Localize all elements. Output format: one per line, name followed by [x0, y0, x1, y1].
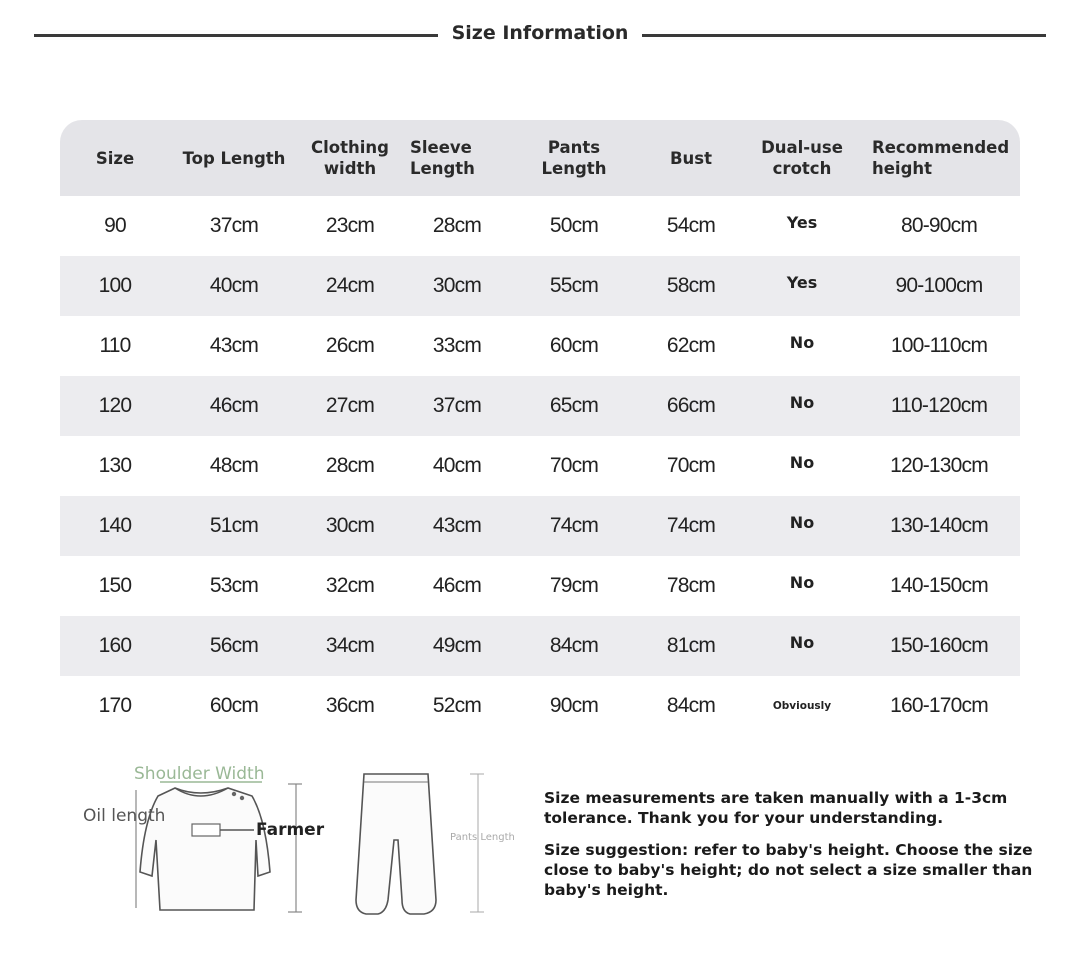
cell-dual-use-crotch: No [789, 452, 815, 472]
cell-pants-length: 79cm [549, 574, 599, 597]
shoulder-width-label: Shoulder Width [134, 764, 265, 784]
cell-bust: 70cm [666, 454, 716, 477]
table-row [60, 556, 1020, 616]
header-sleeve-length: Sleeve Length [410, 138, 475, 178]
cell-top-length: 56cm [209, 634, 259, 657]
cell-dual-use-crotch: No [789, 392, 815, 412]
cell-recommended-height: 90-100cm [895, 274, 983, 297]
cell-bust: 84cm [666, 694, 716, 717]
cell-pants-length: 90cm [549, 694, 599, 717]
cell-sleeve-length: 46cm [432, 574, 482, 597]
cell-size: 100 [98, 274, 132, 297]
cell-sleeve-length: 43cm [432, 514, 482, 537]
cell-size: 160 [98, 634, 132, 657]
cell-sleeve-length: 37cm [432, 394, 482, 417]
pants-length-label: Pants Length [450, 832, 515, 843]
table-row [60, 496, 1020, 556]
cell-clothing-width: 23cm [325, 214, 375, 237]
cell-top-length: 37cm [209, 214, 259, 237]
cell-top-length: 46cm [209, 394, 259, 417]
page-title: Size Information [451, 22, 629, 44]
size-table [60, 120, 1020, 736]
oil-length-label: Oil length [83, 806, 166, 826]
cell-bust: 58cm [666, 274, 716, 297]
cell-top-length: 40cm [209, 274, 259, 297]
header-size: Size [95, 148, 135, 168]
garment-illustration [80, 760, 530, 920]
header-recommended-height: Recommended height [872, 138, 1010, 178]
cell-top-length: 48cm [209, 454, 259, 477]
table-row [60, 256, 1020, 316]
cell-pants-length: 60cm [549, 334, 599, 357]
cell-recommended-height: 110-120cm [890, 394, 988, 417]
pants-outline [356, 774, 436, 914]
cell-size: 110 [99, 334, 131, 357]
cell-recommended-height: 100-110cm [890, 334, 988, 357]
cell-size: 90 [104, 214, 126, 237]
cell-recommended-height: 140-150cm [890, 574, 988, 597]
cell-dual-use-crotch: Obviously [772, 700, 832, 712]
cell-top-length: 51cm [209, 514, 259, 537]
cell-sleeve-length: 49cm [432, 634, 482, 657]
table-row [60, 676, 1020, 736]
cell-recommended-height: 130-140cm [890, 514, 988, 537]
cell-size: 170 [98, 694, 132, 717]
table-row [60, 376, 1020, 436]
cell-size: 150 [98, 574, 132, 597]
cell-dual-use-crotch: No [789, 632, 815, 652]
cell-pants-length: 55cm [549, 274, 599, 297]
cell-pants-length: 70cm [549, 454, 599, 477]
table-row [60, 316, 1020, 376]
header-dual-use-crotch: Dual-use crotch [761, 138, 843, 178]
cell-pants-length: 74cm [549, 514, 599, 537]
title-rule-right [642, 34, 1046, 37]
cell-top-length: 60cm [209, 694, 259, 717]
cell-sleeve-length: 28cm [432, 214, 482, 237]
cell-size: 130 [98, 454, 132, 477]
header-pants-length: Pants Length [541, 138, 607, 178]
table-header-row [60, 120, 1020, 196]
cell-size: 140 [98, 514, 132, 537]
cell-clothing-width: 30cm [325, 514, 375, 537]
cell-pants-length: 84cm [549, 634, 599, 657]
cell-clothing-width: 34cm [325, 634, 375, 657]
header-bust: Bust [669, 148, 713, 168]
title-rule-left [34, 34, 438, 37]
cell-sleeve-length: 40cm [432, 454, 482, 477]
note-size-suggestion: Size suggestion: refer to baby's height. Choose the size close to baby's height; do not select a size smaller than baby's height. [544, 841, 1033, 899]
cell-bust: 66cm [666, 394, 716, 417]
cell-sleeve-length: 52cm [432, 694, 482, 717]
cell-dual-use-crotch: Yes [786, 212, 818, 232]
cell-clothing-width: 32cm [325, 574, 375, 597]
cell-sleeve-length: 30cm [432, 274, 482, 297]
cell-size: 120 [98, 394, 132, 417]
cell-bust: 54cm [666, 214, 716, 237]
cell-dual-use-crotch: No [789, 572, 815, 592]
header-clothing-width: Clothing width [311, 138, 389, 178]
cell-top-length: 43cm [209, 334, 259, 357]
cell-recommended-height: 160-170cm [890, 694, 988, 717]
shirt-label-patch [192, 824, 220, 836]
cell-bust: 78cm [666, 574, 716, 597]
table-row [60, 616, 1020, 676]
cell-clothing-width: 26cm [325, 334, 375, 357]
cell-clothing-width: 27cm [325, 394, 375, 417]
header-top-length: Top Length [182, 148, 286, 168]
cell-dual-use-crotch: No [789, 332, 815, 352]
cell-recommended-height: 120-130cm [890, 454, 988, 477]
cell-dual-use-crotch: No [789, 512, 815, 532]
cell-dual-use-crotch: Yes [786, 272, 818, 292]
title-bar [34, 18, 1046, 52]
cell-clothing-width: 24cm [325, 274, 375, 297]
cell-bust: 62cm [666, 334, 716, 357]
cell-top-length: 53cm [209, 574, 259, 597]
cell-clothing-width: 28cm [325, 454, 375, 477]
shirt-button [232, 792, 236, 796]
table-row [60, 196, 1020, 256]
cell-pants-length: 65cm [549, 394, 599, 417]
cell-pants-length: 50cm [549, 214, 599, 237]
cell-sleeve-length: 33cm [432, 334, 482, 357]
note-measurement-tolerance: Size measurements are taken manually with a 1-3cm tolerance. Thank you for your understanding. [544, 789, 1008, 827]
cell-clothing-width: 36cm [325, 694, 375, 717]
cell-recommended-height: 80-90cm [900, 214, 978, 237]
farmer-label: Farmer [256, 820, 325, 840]
cell-recommended-height: 150-160cm [890, 634, 988, 657]
shirt-button [240, 796, 244, 800]
cell-bust: 81cm [666, 634, 716, 657]
cell-bust: 74cm [666, 514, 716, 537]
table-row [60, 436, 1020, 496]
size-notes [544, 788, 1034, 912]
